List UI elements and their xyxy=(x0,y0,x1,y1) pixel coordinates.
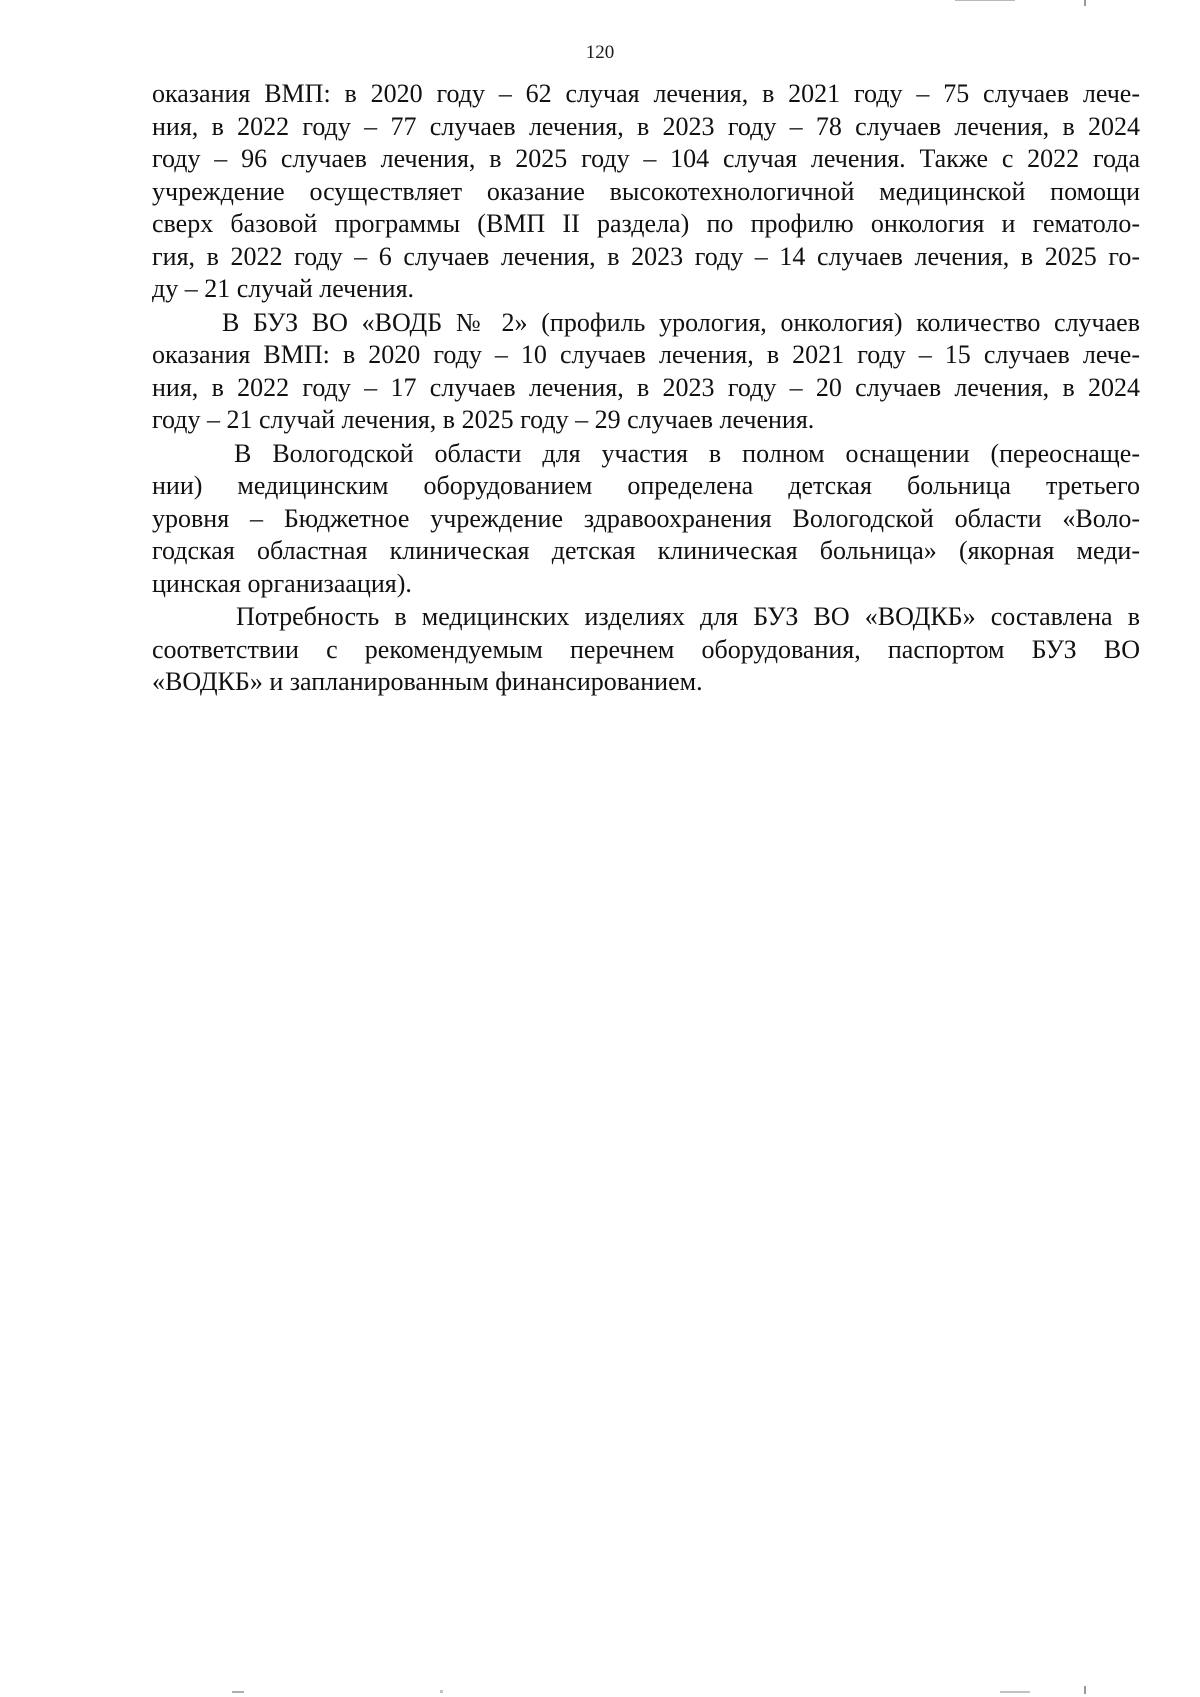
text-line: оказания ВМП: в 2020 году – 10 случаев лечения, в 2021 году – 15 случаев лече- xyxy=(152,340,1140,369)
paragraph-4 xyxy=(152,601,1140,699)
text-line: В БУЗ ВО «ВОДБ № 2» (профиль урология, онкология) количество случаев xyxy=(222,307,1140,337)
scan-artifact xyxy=(955,0,1015,1)
text-line: «ВОДКБ» и запланированным финансированием. xyxy=(152,667,703,696)
page-number: 120 xyxy=(585,42,615,63)
text-line: ния, в 2022 году – 17 случаев лечения, в 2023 году – 20 случаев лечения, в 2024 xyxy=(152,372,1140,402)
paragraph-1 xyxy=(152,78,1140,306)
text-line: году – 96 случаев лечения, в 2025 году – 104 случая лечения. Также с 2022 года xyxy=(152,144,1140,173)
text-line: ния, в 2022 году – 77 случаев лечения, в 2023 году – 78 случаев лечения, в 2024 xyxy=(152,111,1140,141)
scan-artifact xyxy=(1000,1691,1030,1693)
text-line: Потребность в медицинских изделиях для БУЗ ВО «ВОДКБ» составлена в xyxy=(236,602,1140,631)
text-line: сверх базовой программы (ВМП II раздела) по профилю онкология и гематоло- xyxy=(152,209,1140,238)
paragraph-2 xyxy=(152,307,1140,437)
scan-artifact xyxy=(232,1691,244,1693)
text-line: В Вологодской области для участия в полном оснащении (переоснаще- xyxy=(234,438,1140,468)
text-line: учреждение осуществляет оказание высокотехнологичной медицинской помощи xyxy=(152,176,1140,206)
text-line: цинская организаация). xyxy=(152,568,412,598)
text-line: соответствии с рекомендуемым перечнем оборудования, паспортом БУЗ ВО xyxy=(152,634,1140,664)
scan-artifact xyxy=(1084,0,1086,6)
text-line: годская областная клиническая детская клиническая больница» (якорная меди- xyxy=(152,536,1140,565)
text-line: году – 21 случай лечения, в 2025 году – 29 случаев лечения. xyxy=(152,405,815,434)
text-line: оказания ВМП: в 2020 году – 62 случая лечения, в 2021 году – 75 случаев лече- xyxy=(152,79,1140,108)
text-line: гия, в 2022 году – 6 случаев лечения, в 2023 году – 14 случаев лечения, в 2025 го- xyxy=(152,241,1140,271)
scan-artifact xyxy=(1084,1686,1086,1694)
text-line: уровня – Бюджетное учреждение здравоохранения Вологодской области «Воло- xyxy=(152,503,1140,533)
text-line: ду – 21 случай лечения. xyxy=(152,274,415,303)
scan-artifact xyxy=(440,1690,443,1693)
paragraph-3 xyxy=(152,438,1140,601)
text-line: нии) медицинским оборудованием определена детская больница третьего xyxy=(152,471,1140,500)
body-text xyxy=(152,78,1140,699)
